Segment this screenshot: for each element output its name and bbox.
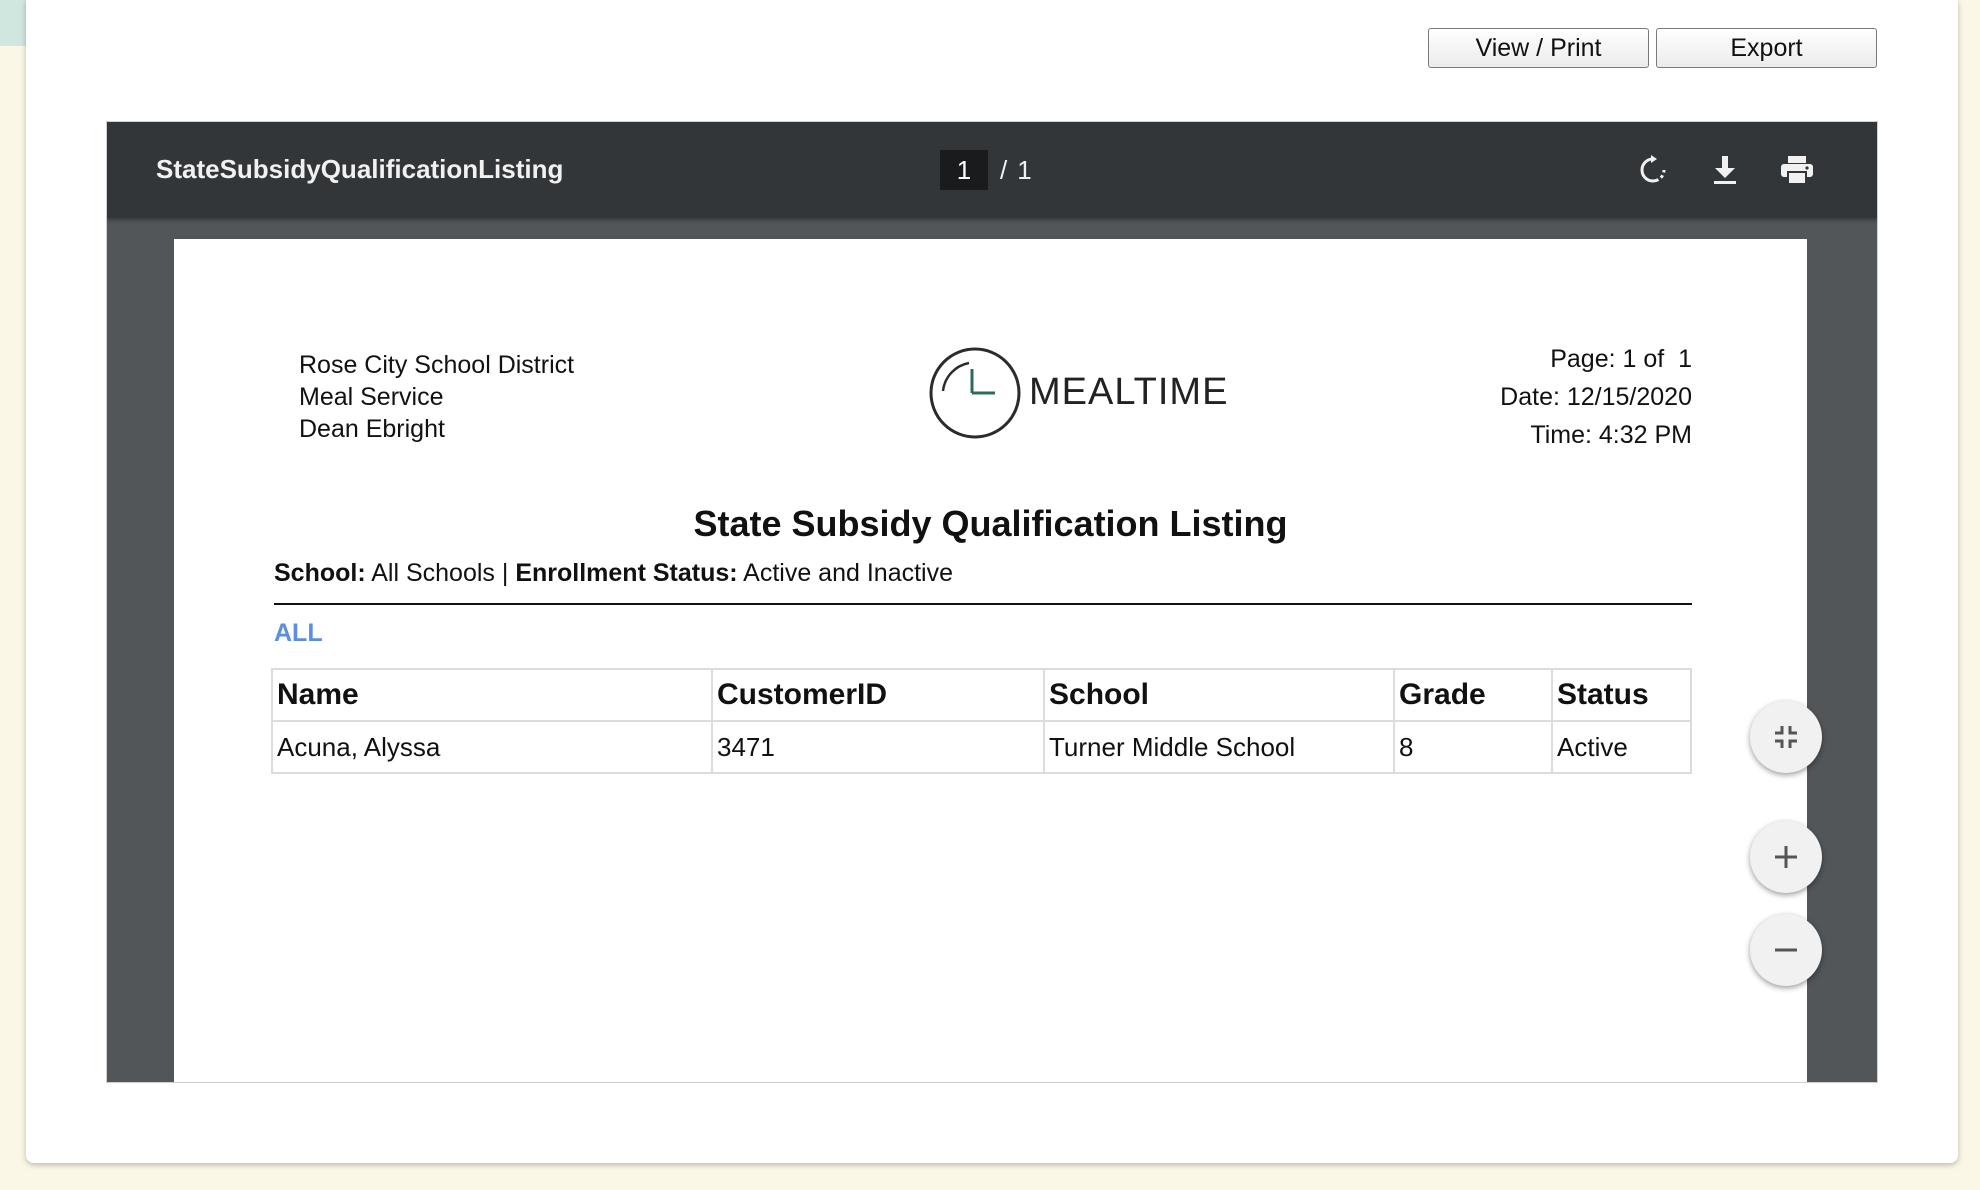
table-header-row: [272, 669, 1691, 721]
table-row: [272, 721, 1691, 773]
export-button[interactable]: Export: [1656, 28, 1877, 68]
report-time: Time: 4:32 PM: [1530, 421, 1692, 449]
column-header-grade: Grade: [1394, 669, 1552, 721]
cell-status: Active: [1552, 721, 1691, 773]
download-icon[interactable]: [1703, 148, 1747, 192]
cell-name: Acuna, Alyssa: [272, 721, 712, 773]
filter-separator: |: [501, 559, 509, 587]
pdf-viewer: [106, 121, 1878, 1083]
zoom-in-button[interactable]: [1750, 821, 1822, 893]
corner-accent: [0, 0, 26, 46]
header-divider: [274, 603, 1692, 605]
report-meta: [1500, 340, 1692, 454]
column-header-customerid: CustomerID: [712, 669, 1044, 721]
zoom-in-icon: [1772, 843, 1800, 871]
page-count-label: Page: 1 of 1: [1550, 345, 1692, 373]
fit-to-page-icon: [1772, 723, 1800, 751]
logo-text: MEALTIME: [1029, 371, 1229, 413]
school-filter-label: School:: [274, 559, 366, 587]
page-separator: /: [1000, 154, 1008, 185]
mealtime-logo: [929, 347, 1229, 443]
cell-school: Turner Middle School: [1044, 721, 1394, 773]
page-number-input[interactable]: 1: [940, 150, 988, 190]
zoom-out-icon: [1772, 936, 1800, 964]
pdf-page: [174, 239, 1807, 1083]
group-label: ALL: [274, 619, 323, 647]
column-header-name: Name: [272, 669, 712, 721]
print-icon[interactable]: [1775, 148, 1819, 192]
district-name: Rose City School District: [299, 351, 575, 379]
zoom-out-button[interactable]: [1750, 914, 1822, 986]
report-date: Date: 12/15/2020: [1500, 383, 1692, 411]
report-title: State Subsidy Qualification Listing: [693, 503, 1288, 544]
cell-grade: 8: [1394, 721, 1552, 773]
document-title: StateSubsidyQualificationListing: [156, 154, 564, 184]
department-name: Meal Service: [299, 383, 444, 411]
column-header-status: Status: [1552, 669, 1691, 721]
total-pages: 1: [1017, 154, 1032, 185]
column-header-school: School: [1044, 669, 1394, 721]
enrollment-filter-label: Enrollment Status:: [515, 559, 738, 587]
report-filters: [274, 559, 953, 588]
clock-logo-icon: [929, 347, 1025, 443]
school-filter-value: All Schools: [371, 559, 495, 587]
view-print-button[interactable]: View / Print: [1428, 28, 1649, 68]
enrollment-filter-value: Active and Inactive: [743, 559, 953, 587]
report-card: [26, 0, 1958, 1163]
page-indicator: [940, 150, 1032, 190]
rotate-clockwise-icon[interactable]: [1631, 148, 1675, 192]
viewer-toolbar: [107, 122, 1877, 218]
fit-to-page-button[interactable]: [1750, 701, 1822, 773]
results-table: [271, 668, 1692, 774]
cell-customerid: 3471: [712, 721, 1044, 773]
district-info: [299, 349, 574, 445]
user-name: Dean Ebright: [299, 415, 445, 443]
